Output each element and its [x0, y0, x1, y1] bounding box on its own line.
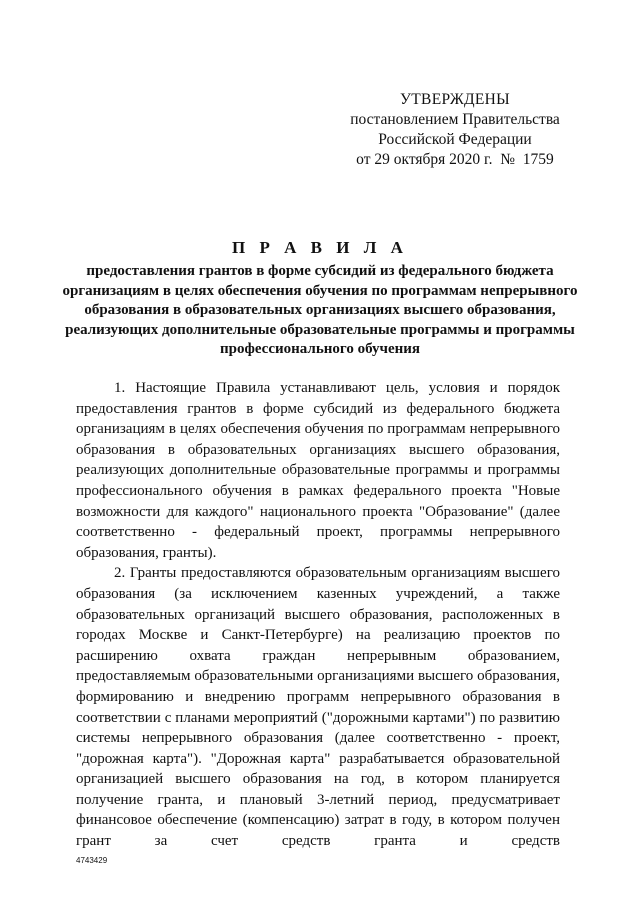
approval-line: постановлением Правительства [350, 111, 560, 128]
approval-line: Российской Федерации [378, 131, 532, 148]
document-title: П Р А В И Л А [232, 238, 408, 257]
paragraph: 2. Гранты предоставляются образовательным организациям высшего образования (за исключением казенных учреждений, а также образовательных организаций высшего образования, расположенных в городах Москве и Санкт-Петербурге) на реализацию проектов по расширению охвата граждан непрерывным образованием, предоставляемым образовательными организациями высшего образования, формированию и внедрению программ непрерывного образования в соответствии с планами мероприятий ("дорожными картами") по развитию системы непрерывного образования (далее соответственно - проект, "дорожная карта"). "Дорожная карта" разрабатывается образовательной организацией высшего образования на год, в котором планируется получение гранта, и плановый 3-летний период, предусматривает финансовое обеспечение (компенсацию) затрат в году, в котором получен грант за счет средств гранта и средств [76, 565, 560, 850]
document-body [76, 378, 560, 852]
approval-block [330, 90, 580, 170]
paragraph: 1. Настоящие Правила устанавливают цель, условия и порядок предоставления грантов в форме субсидий из федерального бюджета организациям в целях обеспечения обучения по программам непрерывного образования в образовательных организациях высшего образования, реализующих дополнительные образовательные программы и программы профессионального обучения в рамках федерального проекта "Новые возможности для каждого" национального проекта "Образование" (далее соответственно - федеральный проект, программы непрерывного образования, гранты). [76, 380, 560, 561]
document-subtitle: предоставления грантов в форме субсидий из федерального бюджета организациям в целях обеспечения обучения по программам непрерывного образования в образовательных организациях высшего образования, реализующих дополнительные образовательные программы и программы профессионального обучения [62, 263, 578, 357]
approval-date: от 29 октября 2020 г. № 1759 [356, 151, 554, 168]
footer-code: 4743429 [76, 856, 108, 865]
approval-heading: УТВЕРЖДЕНЫ [400, 91, 510, 108]
